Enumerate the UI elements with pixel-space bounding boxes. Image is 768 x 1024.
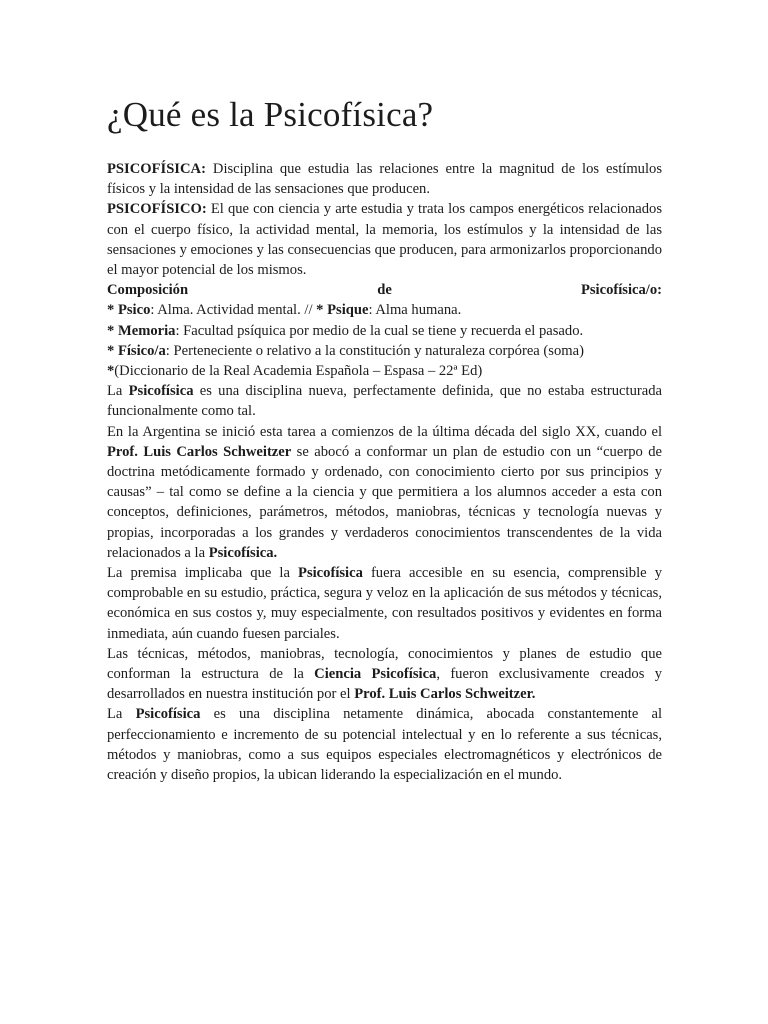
definition-fisico <box>107 341 662 361</box>
source-text: (Diccionario de la Real Academia Española – Espasa – 22ª Ed) <box>114 363 483 380</box>
heading-word: Composición <box>107 282 189 299</box>
term: PSICOFÍSICA: <box>107 161 206 177</box>
term: * Psique <box>316 302 369 319</box>
definition-psicofisico <box>107 199 662 280</box>
paragraph-dinamica <box>107 704 662 785</box>
page-title: ¿Qué es la Psicofísica? <box>107 95 434 134</box>
bold-run: Psicofísica <box>128 383 194 400</box>
heading-word: de <box>377 282 392 299</box>
definition-text: : Facultad psíquica por medio de la cual se tiene y recuerda el pasado. <box>175 322 584 339</box>
bold-run: Psicofísica <box>298 565 363 582</box>
text-run: se abocó a conformar un plan de estudio con un “cuerpo de doctrina metódicamente formado y ordenado, con conocimiento cierto por sus principios y causas” – tal como se define a la ciencia y que permitiera a los alumnos acceder a esta con conceptos, definiciones, parámetros, métodos, maniobras, técnicas y tecnología nuevas y propias, incorporadas a los grandes y verdaderos conocimientos transcendentes de la vida relacionados a la <box>107 443 662 561</box>
definition-memoria <box>107 321 662 341</box>
definition-psico <box>107 300 662 320</box>
definition-text: : Alma. Actividad mental. // <box>150 302 317 319</box>
text-run: es una disciplina netamente dinámica, abocada constantemente al perfeccionamiento e incremento de su potencial intelectual y en lo referente a sus técnicas, métodos y maniobras, como a sus equipos especiales electromagnéticos y electrónicos de creación y diseño propios, la ubican liderando la especialización en el mundo. <box>107 706 663 784</box>
dictionary-source <box>107 361 662 381</box>
term: * Memoria <box>107 322 176 339</box>
text-run: En la Argentina se inició esta tarea a comienzos de la última década del siglo XX, cuando el <box>107 423 662 440</box>
term: PSICOFÍSICO: <box>107 201 207 218</box>
document-body <box>107 159 662 785</box>
asterisk: * <box>107 363 115 380</box>
text-run: , fueron exclusivamente creados y desarrollados en nuestra institución por el <box>107 666 662 703</box>
composicion-heading <box>107 280 662 300</box>
definition-text: Disciplina que estudia las relaciones entre la magnitud de los estímulos físicos y la intensidad de las sensaciones que producen. <box>107 161 662 198</box>
bold-run: Psicofísica <box>135 706 201 723</box>
term: * Psico <box>107 302 151 319</box>
bold-run: Prof. Luis Carlos Schweitzer. <box>354 686 536 703</box>
text-run: La premisa implicaba que la <box>107 565 299 582</box>
paragraph-intro <box>107 381 662 421</box>
text-run: La <box>107 383 129 400</box>
definition-text: : Alma humana. <box>368 302 462 319</box>
paragraph-tecnicas <box>107 644 662 705</box>
text-run: fuera accesible en su esencia, comprensible y comprobable en su estudio, práctica, segura y veloz en la aplicación de sus métodos y técnicas, económica en sus costos y, muy especialmente, con resultados positivos y evidentes en forma inmediata, aún cuando fuesen parciales. <box>107 565 662 642</box>
bold-run: Psicofísica. <box>208 544 278 561</box>
paragraph-premisa <box>107 563 662 644</box>
definition-text: El que con ciencia y arte estudia y trata los campos energéticos relacionados con el cuerpo físico, la actividad mental, la memoria, los estímulos y la intensidad de las sensaciones y emociones y las consecuencias que producen, para armonizarlos proporcionando el mayor potencial de los mismos. <box>107 201 662 279</box>
text-run: La <box>107 706 136 723</box>
heading-word: Psicofísica/o: <box>580 282 662 299</box>
term: * Físico/a <box>107 342 166 359</box>
paragraph-argentina <box>107 422 662 563</box>
text-run: Las técnicas, métodos, maniobras, tecnología, conocimientos y planes de estudio que conforman la estructura de la <box>107 645 662 683</box>
text-run: es una disciplina nueva, perfectamente definida, que no estaba estructurada funcionalmente como tal. <box>107 383 662 420</box>
document-page <box>107 92 662 785</box>
bold-run: Ciencia Psicofísica <box>314 666 437 683</box>
definition-text: : Perteneciente o relativo a la constitución y naturaleza corpórea (soma) <box>165 342 584 359</box>
definition-psicofisica <box>107 159 662 199</box>
bold-run: Prof. Luis Carlos Schweitzer <box>107 443 292 460</box>
